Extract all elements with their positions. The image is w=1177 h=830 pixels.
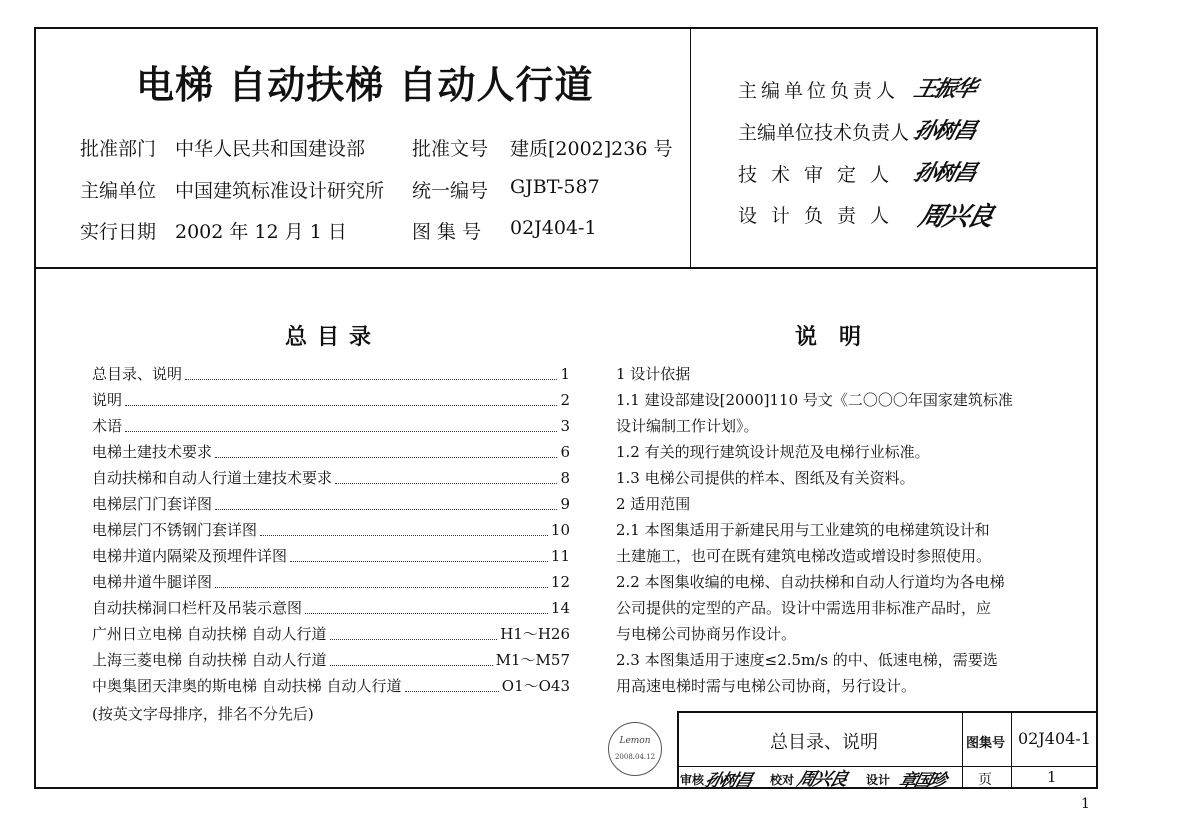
note-line: 公司提供的定型的产品。设计中需选用非标准产品时，应 [616, 599, 992, 617]
approval-dept-label: 批准部门 [80, 138, 157, 160]
toc-leader-dots [335, 482, 557, 484]
toc-item [92, 597, 570, 623]
note-line: 1.1 建设部建设[2000]110 号文《二〇〇〇年国家建筑标准 [616, 391, 1013, 409]
toc-item-title: 电梯层门门套详图 [92, 495, 213, 513]
toc-item-page: 3 [560, 417, 570, 435]
note-line: 1 设计依据 [616, 365, 691, 383]
toc-item-title: 广州日立电梯 自动扶梯 自动人行道 [92, 625, 327, 643]
title-block-div1 [962, 711, 963, 789]
tb-atlas-label: 图集号 [966, 736, 1006, 751]
toc-leader-dots [330, 638, 498, 640]
note-line: 2.3 本图集适用于速度≤2.5m/s 的中、低速电梯，需要选 [616, 651, 998, 669]
toc-item [92, 623, 570, 649]
title-block-top [677, 711, 1098, 713]
toc-leader-dots [185, 378, 557, 380]
design-signature: 章国珍 [896, 771, 948, 791]
check-label: 校对 [770, 773, 795, 787]
toc-item [92, 675, 570, 701]
tb-page-label: 页 [978, 772, 992, 788]
toc-item-page: 9 [560, 495, 570, 513]
design-label: 设计 [866, 773, 891, 787]
editor-unit-value: 中国建筑标准设计研究所 [175, 180, 385, 202]
toc-leader-dots [215, 456, 557, 458]
toc-item [92, 415, 570, 441]
signature-chief-unit: 王振华 [911, 76, 979, 102]
toc-leader-dots [125, 404, 557, 406]
sig-label-design-chief: 设计负责人 [738, 205, 904, 227]
notes-body [616, 363, 1046, 701]
note-line: 1.3 电梯公司提供的样本、图纸及有关资料。 [616, 469, 915, 487]
atlas-title: 电梯 自动扶梯 自动人行道 [136, 63, 594, 107]
note-line: 2.2 本图集收编的电梯、自动扶梯和自动人行道均为各电梯 [616, 573, 1005, 591]
tb-page-value: 1 [1047, 768, 1057, 786]
toc-item-title: 中奥集团天津奥的斯电梯 自动扶梯 自动人行道 [92, 677, 402, 695]
page-number: 1 [1081, 796, 1090, 812]
toc-leader-dots [405, 690, 499, 692]
effective-date-label: 实行日期 [80, 221, 157, 243]
notes-title: 说明 [795, 325, 884, 350]
toc-item-page: M1～M57 [495, 651, 570, 669]
signature-design-chief: 周兴良 [915, 202, 996, 232]
note-line: 1.2 有关的现行建筑设计规范及电梯行业标准。 [616, 443, 930, 461]
check-signature: 周兴良 [794, 769, 849, 790]
toc-item-page: 10 [550, 521, 570, 539]
note-line: 土建施工，也可在既有建筑电梯改造或增设时参照使用。 [616, 547, 992, 565]
toc-item-page: 11 [550, 547, 570, 565]
toc-item-title: 自动扶梯洞口栏杆及吊装示意图 [92, 599, 303, 617]
toc-item-title: 电梯层门不锈钢门套详图 [92, 521, 258, 539]
toc-item-page: 12 [550, 573, 570, 591]
note-line: 用高速电梯时需与电梯公司协商，另行设计。 [616, 677, 917, 695]
toc-leader-dots [290, 560, 548, 562]
editor-unit-label: 主编单位 [80, 180, 157, 202]
signature-tech-review: 孙树昌 [911, 160, 979, 186]
unified-no-label: 统一编号 [412, 180, 489, 202]
lemon-stamp [608, 722, 662, 776]
toc-item [92, 519, 570, 545]
toc-item [92, 493, 570, 519]
header-vertical-divider [690, 27, 691, 268]
note-line: 设计编制工作计划》。 [616, 417, 759, 435]
toc-item [92, 649, 570, 675]
sig-label-tech-review: 技术审定人 [738, 164, 904, 186]
note-line: 2.1 本图集适用于新建民用与工业建筑的电梯建筑设计和 [616, 521, 990, 539]
toc-item-title: 术语 [92, 417, 123, 435]
atlas-no-label: 图 集 号 [412, 221, 482, 243]
toc-list [92, 363, 570, 701]
toc-leader-dots [260, 534, 548, 536]
header-divider [34, 267, 1098, 269]
toc-title: 总目录 [285, 325, 382, 350]
toc-item-page: 14 [550, 599, 570, 617]
title-block-div2 [1011, 711, 1012, 789]
toc-item-page: 2 [560, 391, 570, 409]
toc-leader-dots [125, 430, 557, 432]
atlas-no-value: 02J404-1 [510, 217, 597, 239]
toc-item-title: 总目录、说明 [92, 365, 183, 383]
toc-item [92, 441, 570, 467]
toc-item-page: 1 [560, 365, 570, 383]
toc-item [92, 389, 570, 415]
toc-item-title: 说明 [92, 391, 123, 409]
toc-item [92, 571, 570, 597]
note-line: 2 适用范围 [616, 495, 691, 513]
toc-leader-dots [330, 664, 493, 666]
toc-item-title: 自动扶梯和自动人行道土建技术要求 [92, 469, 333, 487]
signature-tech-chief: 孙树昌 [911, 118, 979, 144]
stamp-date: 2008.04.12 [614, 753, 656, 761]
sig-label-tech-chief: 主编单位技术负责人 [738, 122, 910, 144]
toc-leader-dots [215, 508, 557, 510]
title-block-left [677, 711, 679, 789]
toc-item-title: 电梯井道牛腿详图 [92, 573, 213, 591]
effective-date-value: 2002 年 12 月 1 日 [175, 221, 347, 243]
toc-item-page: 6 [560, 443, 570, 461]
review-label: 审核 [680, 773, 705, 787]
tb-atlas-value: 02J404-1 [1018, 729, 1091, 748]
unified-no-value: GJBT-587 [510, 176, 600, 198]
toc-item-title: 电梯土建技术要求 [92, 443, 213, 461]
toc-item-title: 上海三菱电梯 自动扶梯 自动人行道 [92, 651, 327, 669]
sheet-title: 总目录、说明 [770, 732, 878, 753]
toc-item-title: 电梯井道内隔梁及预埋件详图 [92, 547, 288, 565]
toc-item-page: 8 [560, 469, 570, 487]
approval-doc-value: 建质[2002]236 号 [510, 138, 673, 160]
toc-item-page: O1～O43 [501, 677, 570, 695]
review-signature: 孙树昌 [702, 771, 754, 791]
toc-item [92, 363, 570, 389]
approval-dept-value: 中华人民共和国建设部 [175, 138, 366, 160]
toc-item-page: H1～H26 [500, 625, 570, 643]
toc-leader-dots [305, 612, 548, 614]
stamp-text: Lemon [619, 736, 651, 746]
note-line: 与电梯公司协商另作设计。 [616, 625, 797, 643]
sig-label-chief-unit: 主编单位负责人 [738, 80, 900, 102]
toc-item [92, 467, 570, 493]
toc-leader-dots [215, 586, 548, 588]
toc-item [92, 545, 570, 571]
approval-doc-label: 批准文号 [412, 138, 489, 160]
toc-note: (按英文字母排序，排名不分先后) [92, 705, 314, 723]
